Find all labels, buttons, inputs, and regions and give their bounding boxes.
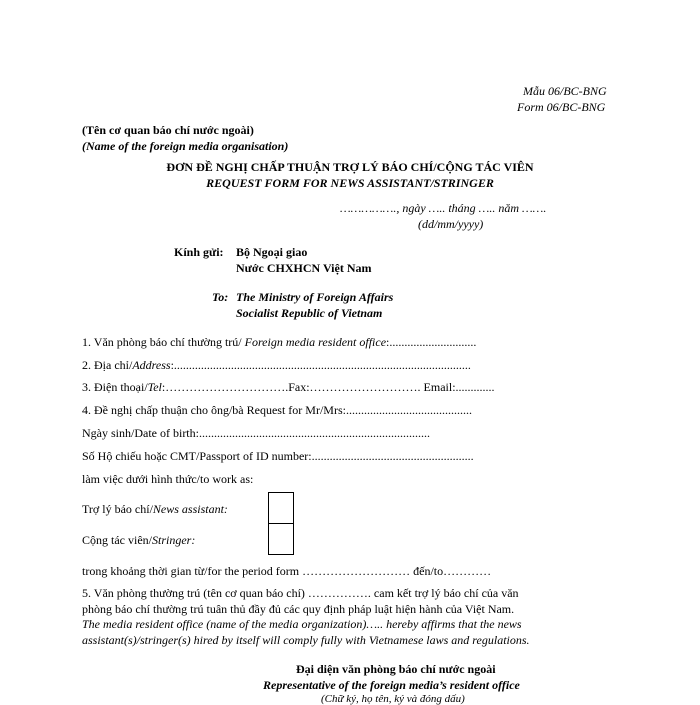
title-vi: ĐƠN ĐỀ NGHỊ CHẤP THUẬN TRỢ LÝ BÁO CHÍ/CỘNG TÁC VIÊN bbox=[166, 160, 534, 174]
signature-note: (Chữ ký, họ tên, ký và đóng dấu) bbox=[321, 693, 465, 705]
field-resident-office-label-vi: 1. Văn phòng báo chí thường trú/ bbox=[82, 335, 245, 349]
field-period[interactable]: trong khoảng thời gian từ/for the period form ……………………… đến/to………… bbox=[82, 564, 492, 578]
title-en: REQUEST FORM FOR NEWS ASSISTANT/STRINGER bbox=[206, 176, 494, 190]
option-news-assistant-label-en: News assistant: bbox=[152, 502, 228, 516]
date-format: (dd/mm/yyyy) bbox=[418, 217, 484, 231]
form-number-vi: Mẫu 06/BC-BNG bbox=[523, 84, 607, 98]
field-contact bbox=[82, 380, 495, 395]
field-address bbox=[82, 358, 471, 373]
form-number-en: Form 06/BC-BNG bbox=[517, 100, 606, 114]
org-name-en: (Name of the foreign media organisation) bbox=[82, 139, 289, 153]
option-news-assistant-label-vi: Trợ lý báo chí/ bbox=[82, 502, 153, 516]
addressee-line1-en: The Ministry of Foreign Affairs bbox=[236, 290, 394, 304]
field-work-as: làm việc dưới hình thức/to work as: bbox=[82, 472, 254, 486]
field-resident-office bbox=[82, 335, 476, 350]
field-tel-label-vi: 3. Điện thoại/ bbox=[82, 380, 148, 394]
option-stringer-label-en: Stringer: bbox=[151, 533, 196, 547]
field-address-blank[interactable]: :................................................................................................... bbox=[170, 358, 471, 372]
field-address-label-vi: 2. Địa chỉ/ bbox=[82, 358, 133, 372]
option-stringer-label bbox=[82, 533, 195, 548]
addressee-line1-vi: Bộ Ngoại giao bbox=[236, 245, 308, 259]
date-line: ……………., ngày ….. tháng ….. năm ……. bbox=[340, 201, 547, 215]
commitment-vi-line1: 5. Văn phòng thường trú (tên cơ quan báo chí) ……………. cam kết trợ lý báo chí của văn bbox=[82, 586, 519, 600]
commitment-en-line2: assistant(s)/stringer(s) hired by itself will comply fully with Vietnamese laws and regulations. bbox=[82, 633, 530, 647]
field-passport-id[interactable]: Số Hộ chiếu hoặc CMT/Passport of ID number:...................................................... bbox=[82, 449, 474, 463]
field-tel-label-en: Tel bbox=[147, 380, 162, 394]
field-resident-office-blank[interactable]: :............................. bbox=[386, 335, 477, 349]
field-tel-fax-email-blank[interactable]: :………………………….Fax:………………………. Email:............. bbox=[161, 380, 495, 394]
addressee-label-en: To: bbox=[212, 290, 229, 304]
stringer-checkbox[interactable] bbox=[268, 523, 294, 555]
org-name-vi: (Tên cơ quan báo chí nước ngoài) bbox=[82, 123, 254, 137]
news-assistant-checkbox[interactable] bbox=[268, 492, 294, 524]
field-request-person[interactable]: 4. Đề nghị chấp thuận cho ông/bà Request for Mr/Mrs:.......................................... bbox=[82, 403, 472, 417]
field-address-label-en: Address bbox=[132, 358, 171, 372]
signature-title-en: Representative of the foreign media’s resident office bbox=[263, 678, 520, 692]
field-resident-office-label-en: Foreign media resident office bbox=[244, 335, 387, 349]
signature-title-vi: Đại diện văn phòng báo chí nước ngoài bbox=[296, 662, 496, 676]
commitment-en-line1: The media resident office (name of the media organization)….. hereby affirms that the news bbox=[82, 617, 522, 631]
option-stringer-label-vi: Cộng tác viên/ bbox=[82, 533, 152, 547]
addressee-label-vi: Kính gửi: bbox=[174, 245, 224, 259]
addressee-line2-en: Socialist Republic of Vietnam bbox=[236, 306, 383, 320]
field-date-of-birth[interactable]: Ngày sinh/Date of birth:............................................................................. bbox=[82, 426, 430, 440]
addressee-line2-vi: Nước CHXHCN Việt Nam bbox=[236, 261, 372, 275]
commitment-vi-line2: phòng báo chí thường trú tuân thủ đầy đủ các quy định pháp luật hiện hành của Việt Nam. bbox=[82, 602, 515, 616]
option-news-assistant-label bbox=[82, 502, 228, 517]
